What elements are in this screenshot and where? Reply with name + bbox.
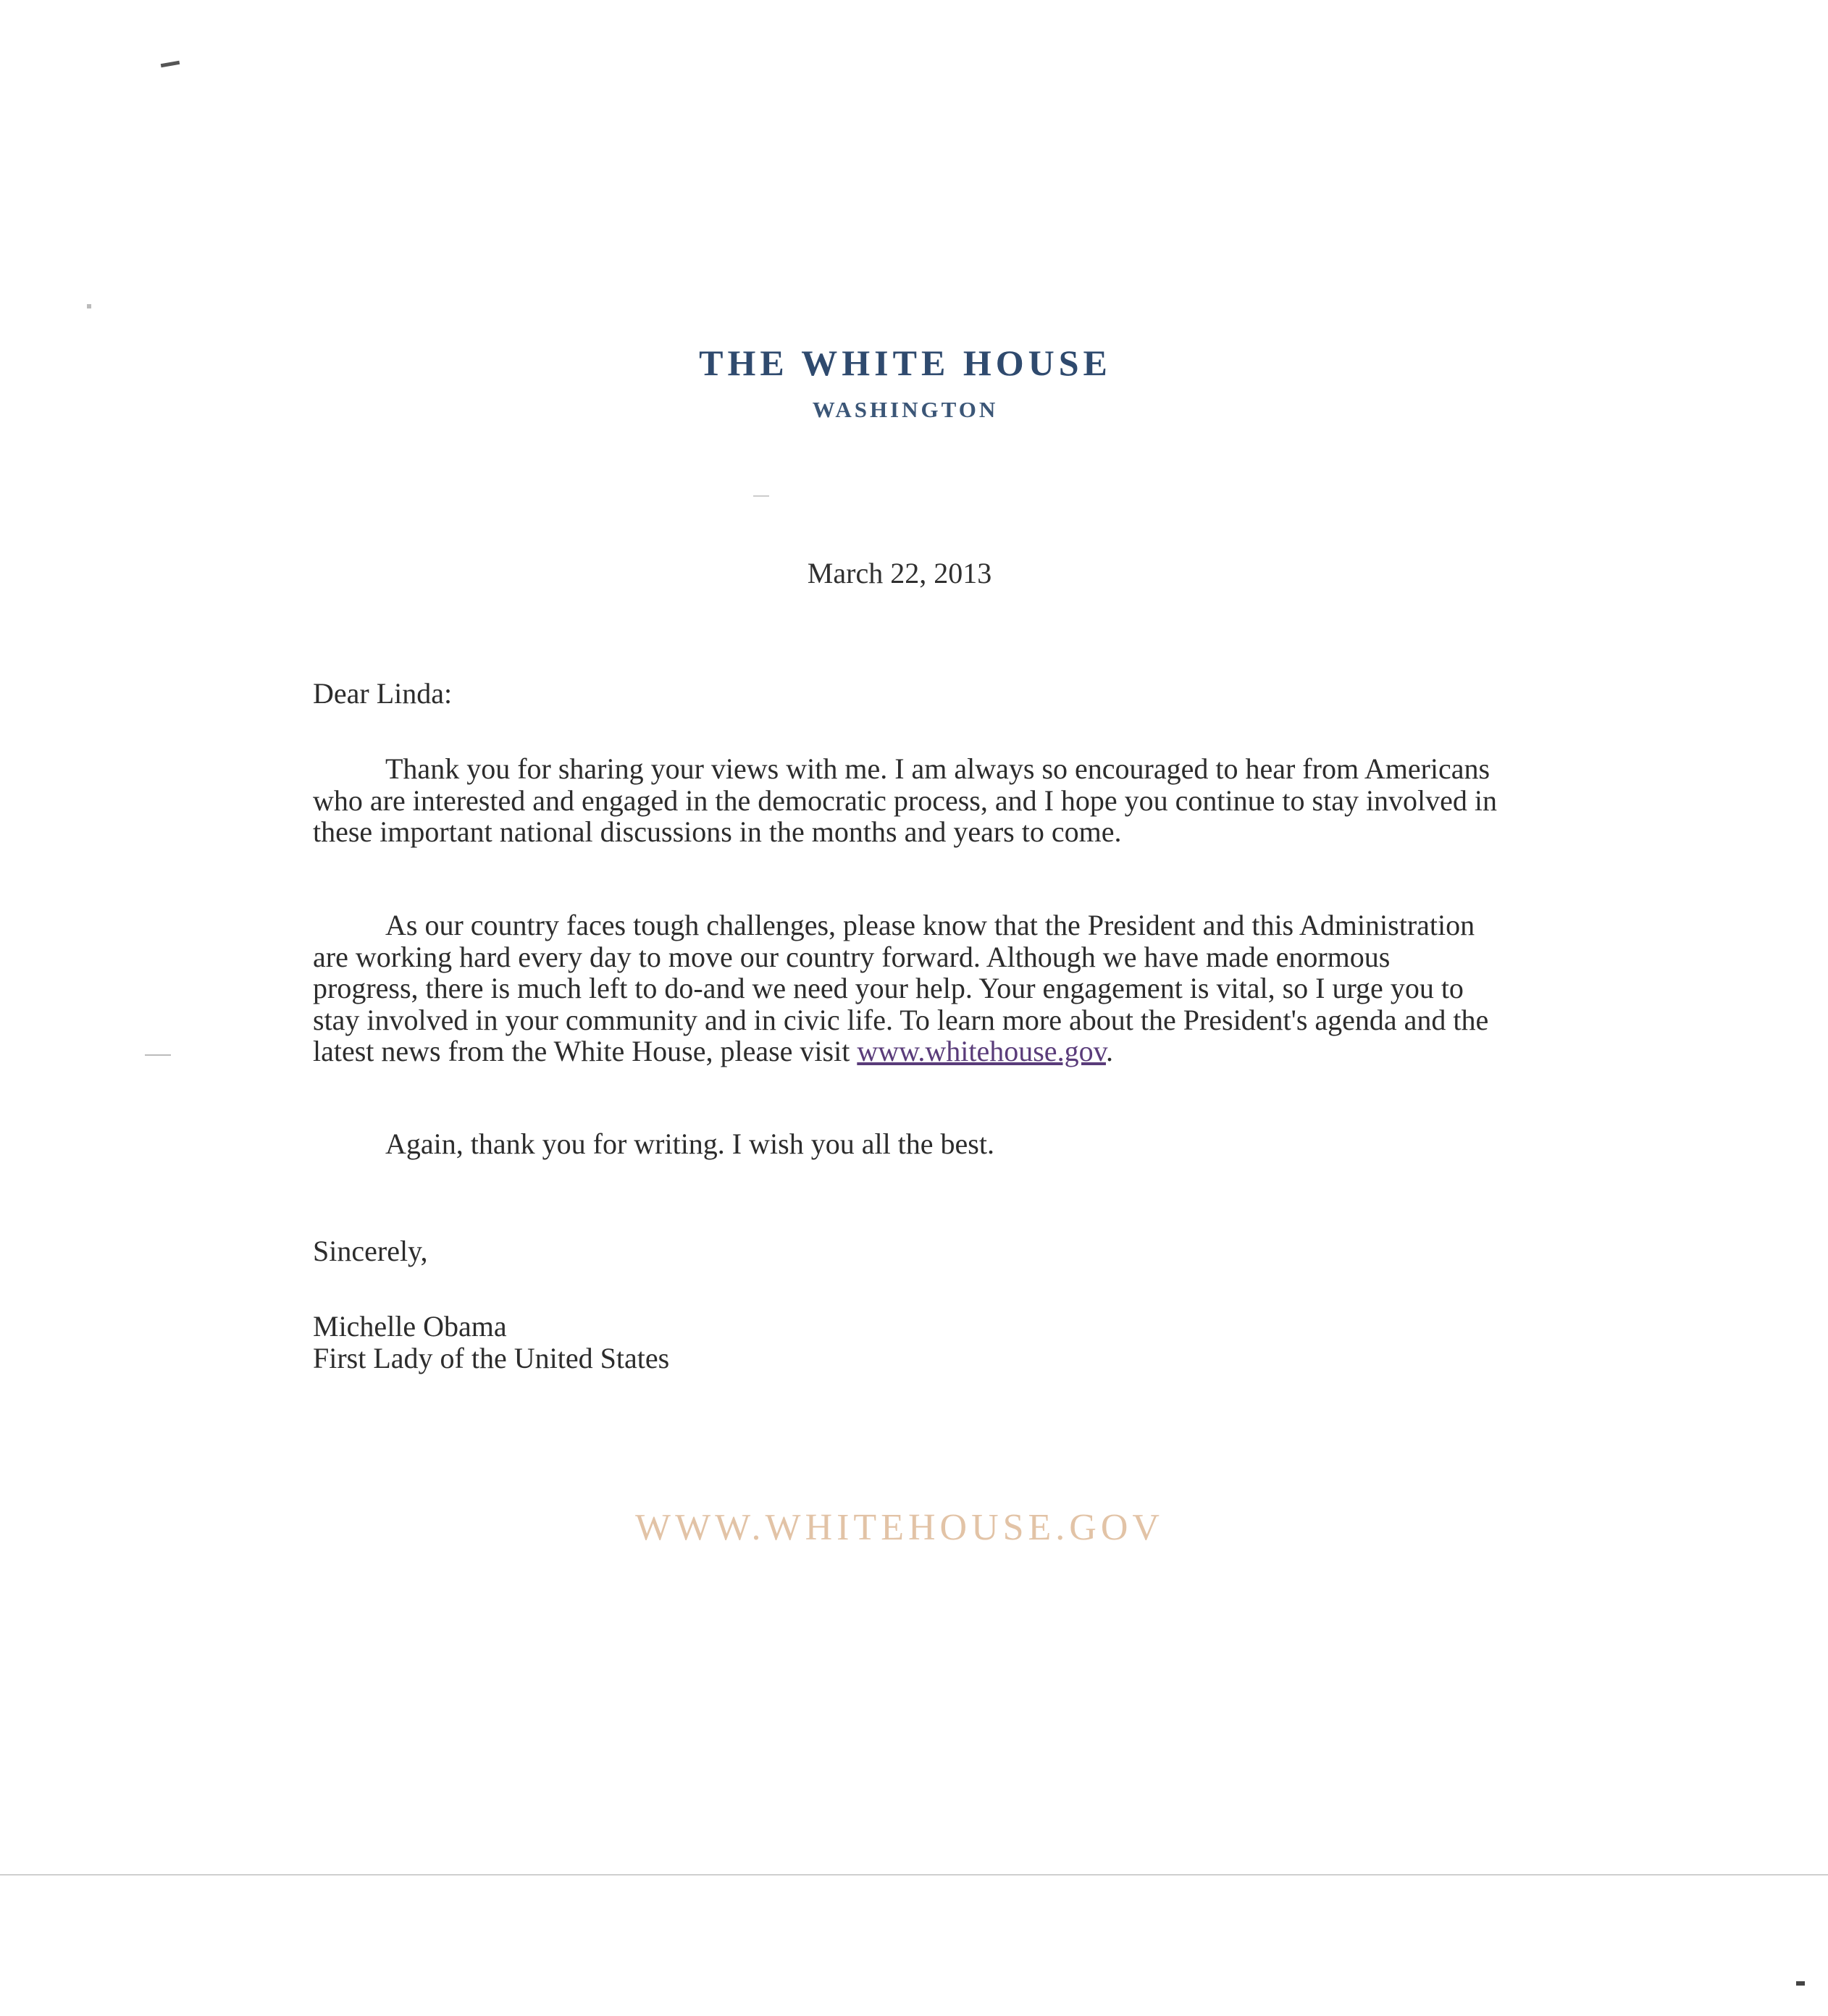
letter-date: March 22, 2013 — [807, 557, 992, 589]
scan-speck — [753, 495, 769, 497]
signer-name: Michelle Obama — [313, 1310, 507, 1343]
paragraph-2-text: As our country faces tough challenges, please know that the President and this Administration are working hard every day to move our country forward. Although we have made enormous progress, there is much left to do-and we need your help. Your engagement is vital, so I urge you to stay involved in your community and in civic life. To learn more about the President's agenda and the latest news from the White House, please visit — [313, 909, 1489, 1067]
paragraph-1: Thank you for sharing your views with me. I am always so encouraged to hear from Americans who are interested and engaged in the democratic process, and I hope you continue to stay involved in these important national discussions in the months and years to come. — [313, 752, 1498, 848]
signer-title: First Lady of the United States — [313, 1341, 670, 1374]
scan-speck — [87, 304, 91, 308]
scan-speck — [1796, 1981, 1805, 1986]
paragraph-2-end: . — [1105, 1035, 1113, 1067]
salutation: Dear Linda: — [313, 677, 453, 710]
page-edge-line — [0, 1874, 1828, 1876]
closing: Sincerely, — [313, 1235, 428, 1267]
letterhead-title: THE WHITE HOUSE — [699, 343, 1112, 383]
whitehouse-link[interactable]: www.whitehouse.gov — [857, 1035, 1106, 1067]
scan-speck — [145, 1054, 171, 1056]
footer-url: WWW.WHITEHOUSE.GOV — [635, 1507, 1164, 1548]
paragraph-2 — [313, 910, 1501, 1067]
signature-block — [313, 1311, 1501, 1374]
paragraph-3: Again, thank you for writing. I wish you all the best. — [385, 1127, 994, 1160]
letterhead-subtitle: WASHINGTON — [812, 397, 999, 422]
scan-speck — [161, 61, 180, 67]
